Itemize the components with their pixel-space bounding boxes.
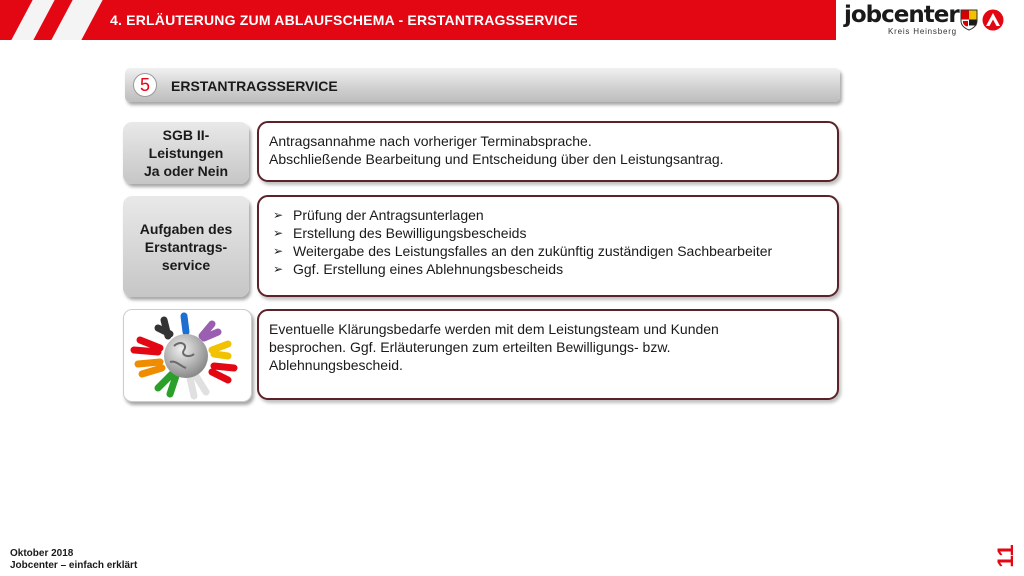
row-content-klaerung <box>257 309 839 400</box>
row-label-line: service <box>161 256 211 273</box>
logo-wordmark: jobcenter <box>844 2 959 28</box>
row-content-sgb <box>257 121 839 182</box>
footer-tagline: Jobcenter – einfach erklärt <box>10 560 138 571</box>
row-label-line: Ja oder Nein <box>143 163 229 179</box>
section-title: ERSTANTRAGSSERVICE <box>171 78 338 94</box>
section-number-badge: 5 <box>133 73 157 97</box>
row-label-sgb <box>123 122 249 184</box>
header-stripe <box>49 0 106 40</box>
arrow-bullet-icon: ➢ <box>273 262 284 276</box>
row-text-line: Abschließende Bearbeitung und Entscheidung über den Leistungsantrag. <box>269 151 724 167</box>
arrow-bullet-icon: ➢ <box>273 208 284 222</box>
logo-subtext: Kreis Heinsberg <box>888 27 957 36</box>
row-label-line: Erstantrags- <box>144 238 228 255</box>
arrow-bullet-icon: ➢ <box>273 244 284 258</box>
row-label-line: Aufgaben des <box>139 220 233 237</box>
row-label-aufgaben <box>123 196 249 297</box>
row-label-line: Leistungen <box>148 145 224 161</box>
jobcenter-logo <box>836 0 1024 40</box>
list-item: ➢ Prüfung der Antragsunterlagen <box>273 207 484 223</box>
row-text-line: besprochen. Ggf. Erläuterungen zum erteilten Bewilligungs- bzw. <box>269 339 671 355</box>
bundesagentur-logo-icon <box>982 9 1004 31</box>
page-title: 4. ERLÄUTERUNG ZUM ABLAUFSCHEMA - ERSTANTRAGSSERVICE <box>110 12 578 28</box>
footer <box>10 548 137 572</box>
row-text-line: Ablehnungsbescheid. <box>269 357 403 373</box>
list-item: ➢ Erstellung des Bewilligungsbescheids <box>273 225 527 241</box>
list-item: ➢ Weitergabe des Leistungsfalles an den zukünftig zuständigen Sachbearbeiter <box>273 243 773 259</box>
footer-date: Oktober 2018 <box>10 548 74 559</box>
row-text-line: Eventuelle Klärungsbedarfe werden mit dem Leistungsteam und Kunden <box>269 321 719 337</box>
header-bar <box>0 0 1024 40</box>
coat-of-arms-icon <box>960 9 978 31</box>
row-text-line: Antragsannahme nach vorheriger Terminabsprache. <box>269 133 592 149</box>
team-image <box>123 309 252 402</box>
arrow-bullet-icon: ➢ <box>273 226 284 240</box>
list-item: ➢ Ggf. Erstellung eines Ablehnungsbescheids <box>273 261 564 277</box>
task-list <box>269 206 827 278</box>
people-around-globe-icon <box>124 310 251 401</box>
row-label-line: SGB II- <box>162 127 210 143</box>
section-header <box>125 68 840 102</box>
page-number: 11 <box>993 544 1018 568</box>
row-content-aufgaben <box>257 195 839 297</box>
header-stripe <box>9 0 58 40</box>
